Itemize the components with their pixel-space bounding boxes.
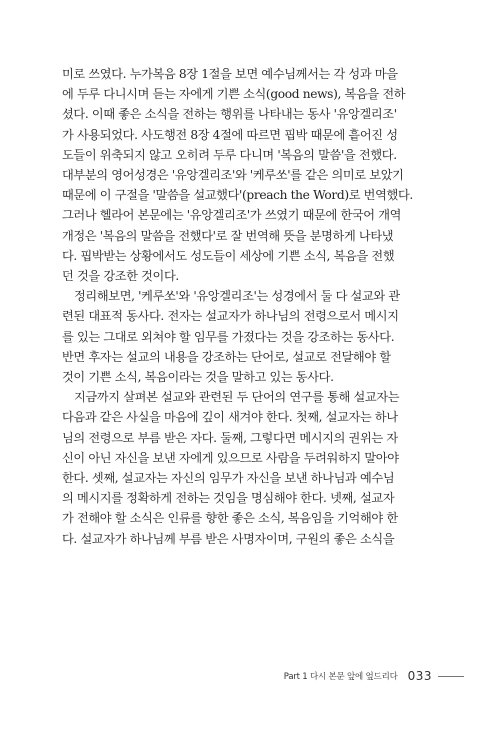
text-line: 신이 아닌 자신을 보낸 자에게 있으므로 사람을 두려워하지 말아야 [62, 450, 399, 465]
paragraph-first-line: 정리해보면, '케루쏘'와 '유앙겔리조'는 성경에서 둘 다 설교와 관 [74, 289, 400, 304]
text-line: 가 사용되었다. 사도행전 8장 4절에 따르면 핍박 때문에 흩어진 성 [62, 127, 398, 142]
body-text [62, 64, 439, 549]
text-line: 를 있는 그대로 외쳐야 할 임무를 가졌다는 것을 강조하는 동사다. [62, 329, 395, 344]
text-line: 한다. 셋째, 설교자는 자신의 임무가 자신을 보낸 하나님과 예수님 [62, 471, 395, 486]
text-line: 다음과 같은 사실을 마음에 깊이 새겨야 한다. 첫째, 설교자는 하나 [62, 410, 398, 425]
text-line: 미로 쓰였다. 누가복음 8장 1절을 보면 예수님께서는 각 성과 마을 [62, 67, 398, 81]
text-line: 다. 설교자가 하나님께 부름 받은 사명자이며, 구원의 좋은 소식을 [62, 531, 395, 546]
page-number: 033 [407, 669, 432, 683]
text-line: 에 두루 다니시며 듣는 자에게 기쁜 소식(good news), 복음을 전하 [62, 87, 406, 102]
text-line: 대부분의 영어성경은 '유앙겔리조'와 '케루쏘'를 같은 의미로 보았기 [62, 168, 404, 183]
text-line: 님의 전령으로 부름 받은 자다. 둘째, 그렇다면 메시지의 권위는 자 [62, 430, 398, 445]
text-line: 때문에 이 구절을 '말씀을 설교했다'(preach the Word)로 번역했다. [62, 188, 413, 203]
text-line: 것이 기쁜 소식, 복음이라는 것을 말하고 있는 동사다. [62, 370, 334, 385]
text-line: 다. 핍박받는 상황에서도 성도들이 세상에 기쁜 소식, 복음을 전했 [62, 248, 395, 263]
text-line: 그러나 헬라어 본문에는 '유앙겔리조'가 쓰였기 때문에 한국어 개역 [62, 208, 402, 223]
text-line: 련된 대표적 동사다. 전자는 설교자가 하나님의 전령으로서 메시지 [62, 309, 399, 324]
paragraph-first-line: 지금까지 살펴본 설교와 관련된 두 단어의 연구를 통해 설교자는 [74, 390, 400, 405]
footer-rule [438, 676, 464, 677]
text-line: 가 전해야 할 소식은 인류를 향한 좋은 소식, 복음임을 기억해야 한 [62, 511, 398, 526]
text-line: 던 것을 강조한 것이다. [62, 269, 179, 284]
text-line: 개정은 '복음의 말씀을 전했다'로 잘 번역해 뜻을 분명하게 나타냈 [62, 228, 394, 243]
running-head: Part 1 다시 본문 앞에 엎드리다 [283, 672, 398, 682]
text-line: 도들이 위축되지 않고 오히려 두루 다니며 '복음의 말씀'을 전했다. [62, 147, 397, 162]
text-line: 반면 후자는 설교의 내용을 강조하는 단어로, 설교로 전달해야 할 [62, 349, 391, 364]
text-line: 의 메시지를 정확하게 전하는 것임을 명심해야 한다. 넷째, 설교자 [62, 491, 395, 506]
text-line: 셨다. 이때 좋은 소식을 전하는 행위를 나타내는 동사 '유앙겔리조' [62, 107, 397, 122]
page-footer [284, 669, 464, 683]
